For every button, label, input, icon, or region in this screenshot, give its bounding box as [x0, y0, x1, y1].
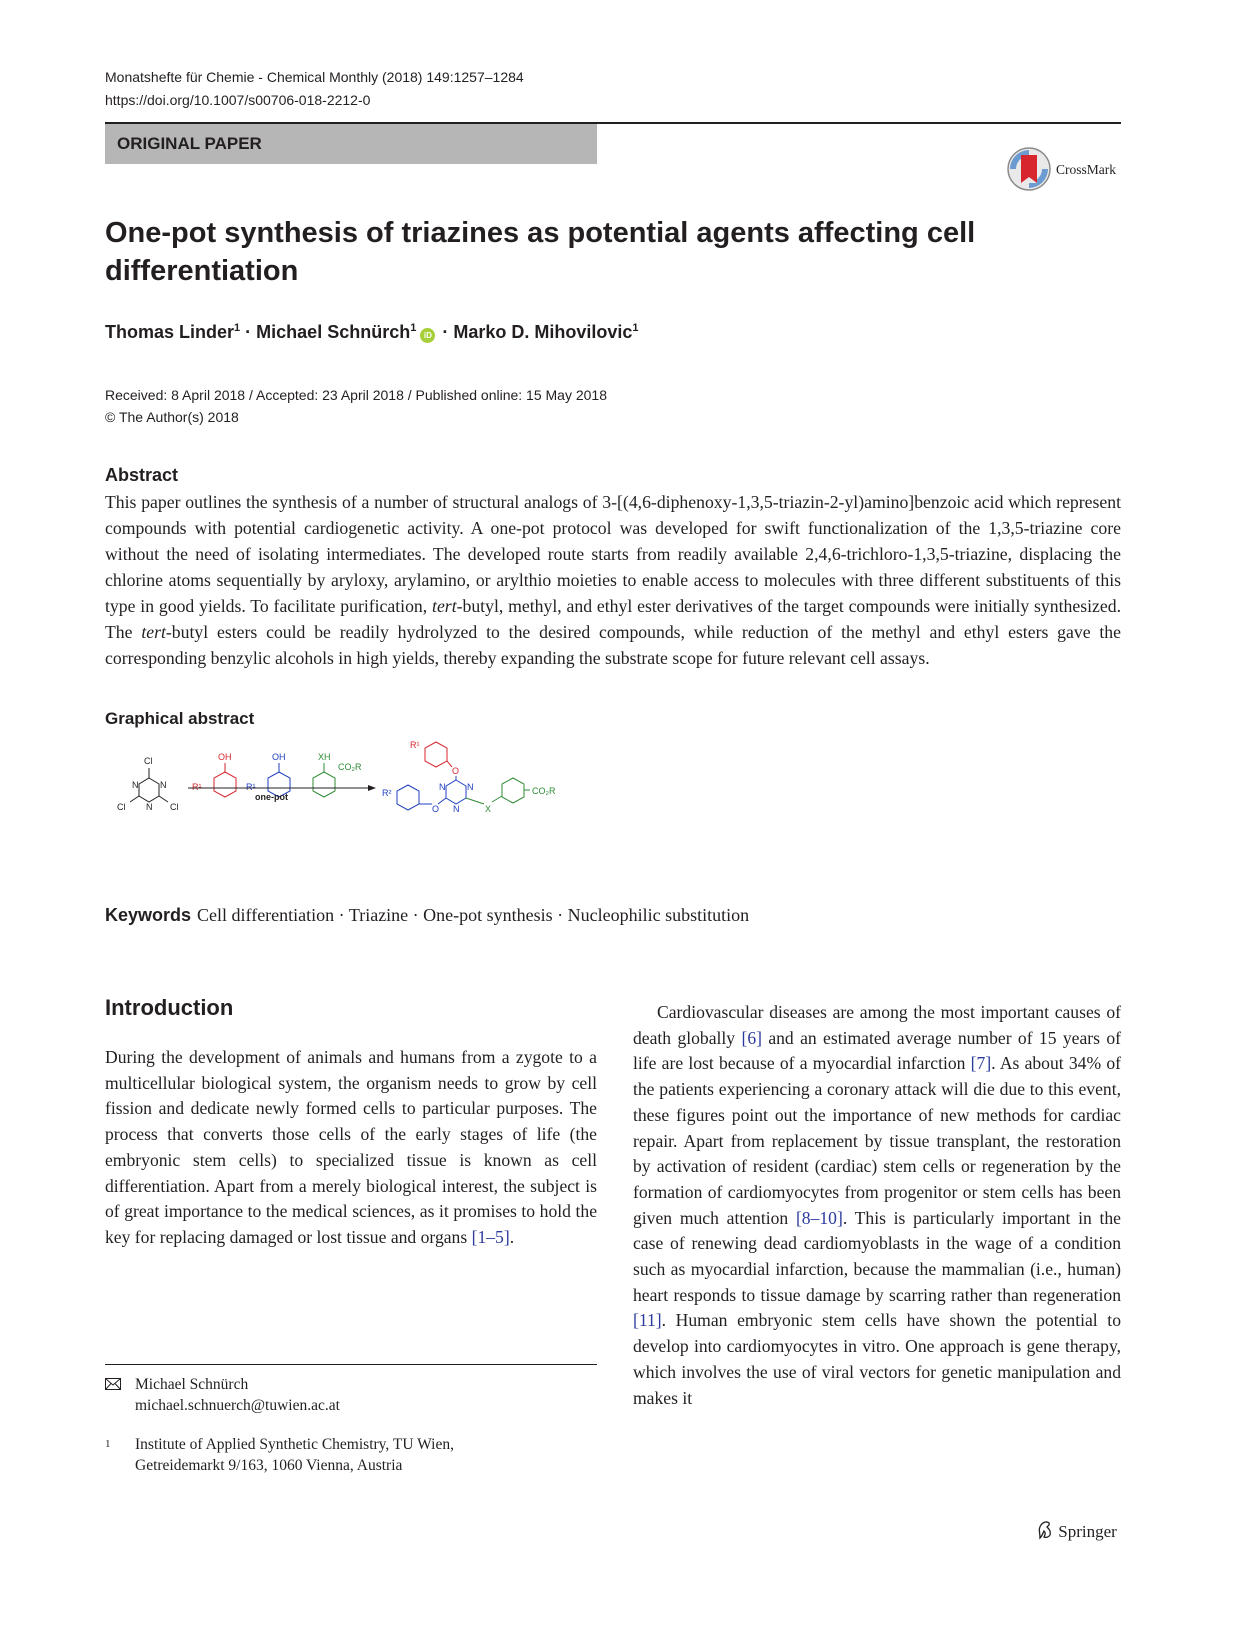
envelope-icon [105, 1374, 135, 1416]
body-text: Cardiovascular diseases are among the most important causes of death globally [633, 1002, 1121, 1048]
abstract-italic: tert [432, 596, 457, 616]
citation-link[interactable]: [6] [741, 1027, 762, 1048]
keyword-item[interactable]: Nucleophilic substitution [567, 905, 750, 925]
affiliation-line: Institute of Applied Synthetic Chemistry, TU Wien, [135, 1436, 454, 1453]
citation-link[interactable]: [8–10] [795, 1207, 843, 1228]
citation-link[interactable]: [7] [970, 1053, 992, 1074]
introduction-heading: Introduction [105, 995, 234, 1020]
reaction-scheme [100, 740, 620, 890]
product-aryl-r1 [425, 742, 452, 767]
crossmark-label: CrossMark [1056, 162, 1116, 177]
doi-link[interactable]: https://doi.org/10.1007/s00706-018-2212-0 [105, 92, 371, 108]
scheme-label-cl: Cl [144, 756, 153, 766]
keyword-separator: · [408, 905, 424, 925]
author-name[interactable]: Michael Schnürch [256, 322, 411, 342]
abstract-text [105, 489, 1121, 671]
thiol-amine-structure [313, 763, 335, 797]
scheme-label-n: N [453, 804, 460, 814]
author-affil-mark: 1 [234, 322, 241, 334]
publisher-name: Springer [1058, 1522, 1117, 1541]
keywords [105, 905, 749, 926]
author-separator: · [245, 322, 252, 342]
author-affil-mark: 1 [410, 322, 417, 334]
phenol-r1-structure [214, 763, 236, 797]
arrow-label: one-pot [255, 792, 288, 802]
author-name[interactable]: Thomas Linder [105, 322, 235, 342]
journal-name: Monatshefte für Chemie - Chemical Monthly (2018) 149:1257–1284 [105, 69, 524, 85]
scheme-label-r1: R¹ [192, 782, 202, 792]
scheme-label-co2r: CO₂R [532, 786, 556, 796]
keyword-item[interactable]: One-pot synthesis [423, 905, 553, 925]
corresponding-author [105, 1374, 597, 1416]
crossmark-icon [1006, 146, 1052, 192]
scheme-label-o: O [432, 804, 440, 814]
abstract-heading: Abstract [105, 465, 179, 485]
abstract-part: This paper outlines the synthesis of a number of structural analogs of 3-[(4,6-diphenoxy-1,3,5-triazin-2-yl)amino]benzoic acid which represent compounds with potential cardiogenetic activity. A one-pot protocol was developed for swift functionalization of the 1,3,5-triazine core without the need of isolating intermediates. The developed route starts from readily available 2,4,6-trichloro-1,3,5-triazine, displacing the chlorine atoms sequentially by aryloxy, arylamino, or arylthio moieties to enable access to molecules with three different substituents of this type in good yields. To facilitate purification, [105, 492, 1121, 616]
contact-email[interactable]: michael.schnuerch@tuwien.ac.at [135, 1397, 340, 1414]
body-text: During the development of animals and humans from a zygote to a multicellular biological system, the organism needs to grow by cell fission and dedicate newly formed cells to particular purposes. The process that converts those cells of the early stages of life (the embryonic stem cells) to specialized tissue is known as cell differentiation. Apart from a merely biological interest, the subject is of great importance to the medical sciences, as it promises to hold the key for replacing damaged or lost tissue and organs [105, 1047, 597, 1247]
scheme-label-n: N [132, 780, 139, 790]
scheme-label-o: O [452, 766, 460, 776]
affiliation-mark: 1 [105, 1438, 111, 1450]
abstract-italic: tert [141, 622, 166, 642]
contact-name: Michael Schnürch [135, 1376, 249, 1393]
scheme-label-cl: Cl [117, 802, 126, 812]
keyword-separator: · [552, 905, 568, 925]
footnote-rule [105, 1364, 597, 1365]
publication-dates [105, 384, 607, 428]
scheme-label-co2r: CO₂R [338, 762, 362, 772]
scheme-label-r2: R² [382, 788, 392, 798]
body-text: . This is particularly important in the case of renewing dead cardiomyoblasts in the wage of a condition such as myocardial infarction, because the mammalian (i.e., human) heart responds to tissue damage by scarring rather than regeneration [633, 1207, 1121, 1305]
scheme-label-r1: R¹ [410, 740, 420, 750]
author-affil-mark: 1 [632, 322, 639, 334]
scheme-label-cl: Cl [170, 802, 179, 812]
product-benzoate [466, 778, 530, 804]
citation-link[interactable]: [11] [633, 1310, 662, 1331]
article-type-banner [105, 124, 597, 164]
paper-title: One-pot synthesis of triazines as potential agents affecting cell differentiation [105, 217, 976, 287]
keyword-separator: · [334, 905, 349, 925]
scheme-label-n: N [439, 782, 446, 792]
scheme-label-oh: OH [272, 752, 286, 762]
author-name[interactable]: Marko D. Mihovilovic [453, 322, 633, 342]
citation-link[interactable]: [1–5] [471, 1226, 510, 1247]
journal-citation [105, 66, 524, 112]
introduction-left-column: During the development of animals and humans from a zygote to a multicellular biological system, the organism needs to grow by cell fission and dedicate newly formed cells to particular purposes. The process that converts those cells of the early stages of life (the embryonic stem cells) to specialized tissue is known as cell differentiation. Apart from a merely biological interest, the subject is of great importance to the medical sciences, as it promises to hold the key for replacing damaged or lost tissue and organs [1–5]. [105, 1047, 597, 1247]
affiliation-line: Getreidemarkt 9/163, 1060 Vienna, Austria [135, 1457, 403, 1474]
dates-line: Received: 8 April 2018 / Accepted: 23 April 2018 / Published online: 15 May 2018 [105, 387, 608, 403]
author-list [105, 322, 639, 343]
product-triazine-core [446, 776, 466, 804]
body-text: and an estimated average number of 15 years of life are lost because of a myocardial infarction [633, 1027, 1121, 1074]
introduction-right-column [633, 1000, 1121, 1411]
affiliation [105, 1434, 597, 1476]
abstract-part: -butyl esters could be readily hydrolyzed to the desired compounds, while reduction of the methyl and ethyl esters gave the corresponding benzylic alcohols in high yields, thereby expanding the substrate scope for future relevant cell assays. [105, 622, 1122, 668]
publisher-logo [1036, 1520, 1117, 1542]
abstract-part: -butyl, methyl, and ethyl ester derivatives of the target compounds were initially synthesized. The [105, 596, 1121, 642]
graphical-abstract-heading: Graphical abstract [105, 709, 255, 728]
springer-horse-icon [1036, 1520, 1054, 1540]
copyright-line: © The Author(s) 2018 [105, 409, 239, 425]
keywords-label: Keywords [105, 905, 192, 925]
keyword-item[interactable]: Triazine [348, 905, 409, 925]
crossmark-badge[interactable] [1006, 146, 1126, 196]
article-type-label: ORIGINAL PAPER [117, 134, 262, 153]
body-text: . Human embryonic stem cells have shown the potential to develop into cardiomyocytes in vitro. One approach is gene therapy, which involves the use of viral vectors for genetic manipulation and makes it [633, 1310, 1121, 1408]
arrowhead-icon [368, 785, 376, 791]
scheme-label-n: N [146, 802, 153, 812]
scheme-label-x: X [485, 804, 492, 814]
scheme-label-n: N [467, 782, 474, 792]
scheme-label-xh: XH [318, 752, 331, 762]
keyword-item[interactable]: Cell differentiation [197, 905, 335, 925]
scheme-label-oh: OH [218, 752, 232, 762]
orcid-icon[interactable]: iD [420, 328, 435, 343]
author-separator: · [442, 322, 449, 342]
scheme-label-n: N [160, 780, 167, 790]
footnote [105, 1374, 597, 1476]
body-text: . As about 34% of the patients experiencing a coronary attack will die due to this event, these figures point out the importance of new methods for cardiac repair. Apart from replacement by tissue transplant, the restoration by activation of resident (cardiac) stem cells or regeneration by the formation of cardiomyocytes from progenitor or stem cells has been given much attention [633, 1053, 1121, 1228]
scheme-label-r2: R¹ [246, 782, 256, 792]
